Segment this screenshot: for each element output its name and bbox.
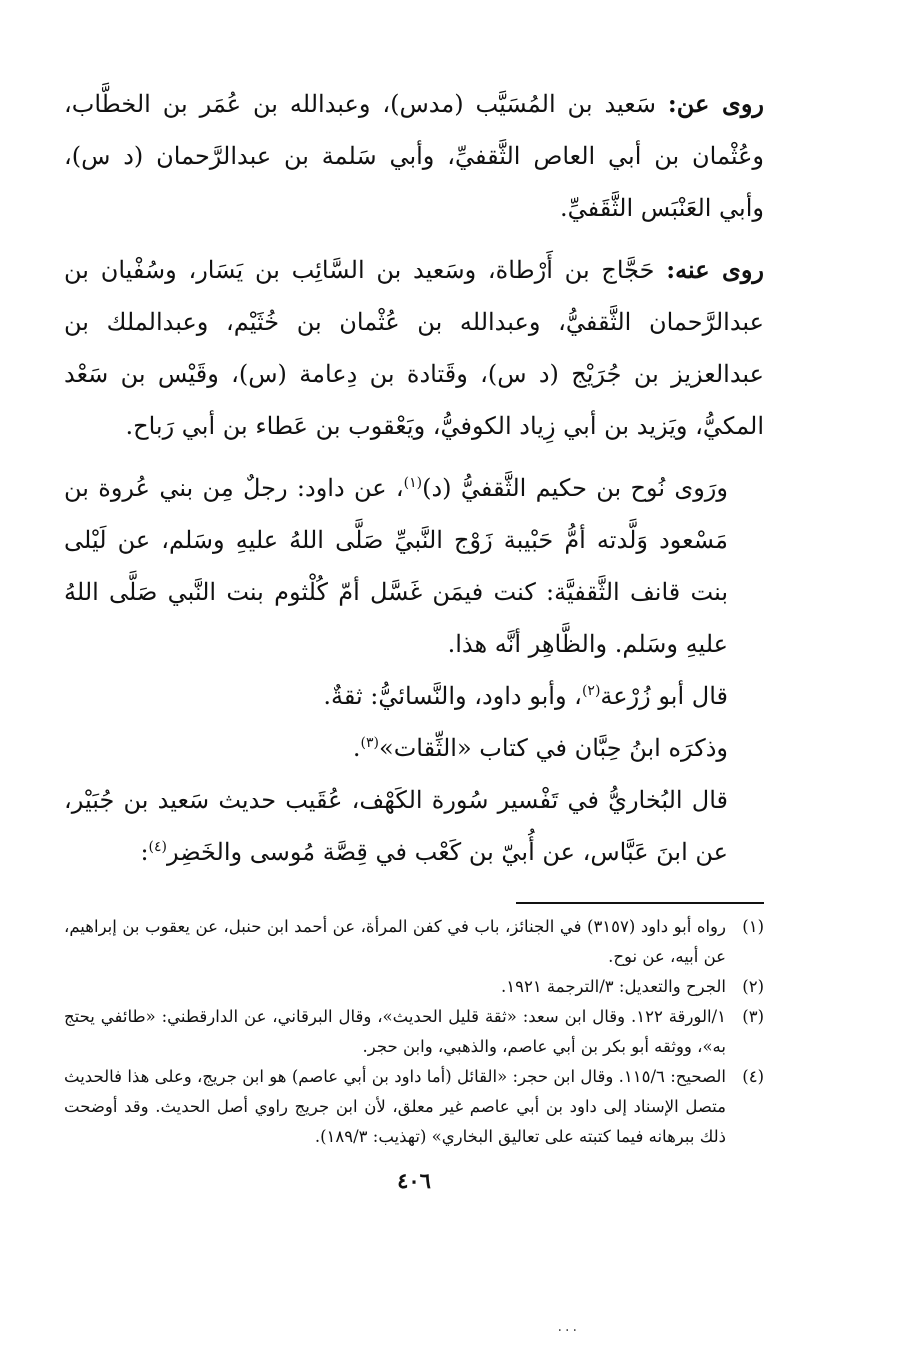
abu-zura-text-a: قال أبو زُرْعة [600, 682, 728, 710]
footnote-text: الجرح والتعديل: ٣/الترجمة ١٩٢١. [500, 977, 726, 996]
page-number: ٤٠٦ [397, 1168, 431, 1193]
nuh-narration-text-b: ، عن داود: رجلٌ مِن بني عُروة بن مَسْعود وَلَّدته أمُّ حَبْيبة زَوْج النَّبيِّ صَلَّى اللهُ عليهِ وسَلم، عن لَيْلى بنت قانف الثَّقفيَّة: كنت فيمَن غَسَّل أمّ كُلْثوم بنت النَّبي صَلَّى اللهُ عليهِ وسَلم. والظَّاهِر أنَّه هذا. [64, 474, 728, 658]
narrated-by-text: حَجَّاج بن أَرْطاة، وسَعيد بن السَّائِب بن يَسَار، وسُفْيان بن عبدالرَّحمان الثَّقفيُّ، وعبدالله بن عُثْمان بن خُثَيْم، وعبدالملك بن عبدالعزيز بن جُرَيْج (د س)، وقَتادة بن دِعامة (س)، وقَيْس بن سَعْد المكيُّ، ويَزيد بن أبي زِياد الكوفيُّ، ويَعْقوب بن عَطاء بن أبي رَباح. [64, 256, 764, 440]
note-ref-2: (٢) [581, 683, 601, 699]
footnote-number: (٣) [742, 1007, 764, 1026]
footnote-number: (٢) [742, 977, 764, 996]
footnote-separator [516, 902, 764, 904]
book-page [64, 78, 764, 1193]
footnote-number: (١) [742, 917, 764, 936]
footnotes [64, 912, 764, 1152]
paragraph-ibn-hibban [64, 722, 764, 774]
paragraph-narrated-by [64, 244, 764, 452]
footnote-4 [64, 1062, 764, 1152]
narrated-from-text: سَعيد بن المُسَيَّب (مدس)، وعبدالله بن عُمَر بن الخطَّاب، وعُثْمان بن أبي العاص الثَّقفيِّ، وأبي سَلمة بن عبدالرَّحمان (د س)، وأبي العَنْبَس الثَّقَفيِّ. [64, 90, 764, 222]
footnote-number: (٤) [742, 1067, 764, 1086]
bukhari-text-a: قال البُخاريُّ في تَفْسير سُورة الكَهْف، عُقَيب حديث سَعيد بن جُبَيْر، عن ابنَ عَبَّاس، عن أُبيّ بن كَعْب في قِصَّة مُوسى والخَضِر [64, 786, 728, 866]
footnote-3 [64, 1002, 764, 1062]
note-ref-3: (٣) [360, 735, 380, 751]
scan-mark: ۰۰۰ [556, 1322, 579, 1338]
paragraph-narrated-from [64, 78, 764, 234]
narrated-from-label: روى عن: [667, 89, 765, 118]
bukhari-text-b: : [140, 838, 149, 866]
abu-zura-text-b: ، وأبو داود، والنَّسائيُّ: ثقةٌ. [323, 682, 582, 710]
ibn-hibban-text-b: . [352, 734, 361, 762]
ibn-hibban-text-a: وذكرَه ابنُ حِبَّان في كتاب «الثِّقات» [379, 734, 728, 762]
main-text [64, 78, 764, 878]
narrated-by-label: روى عنه: [666, 255, 764, 284]
footnote-1 [64, 912, 764, 972]
footnote-text: رواه أبو داود (٣١٥٧) في الجنائز، باب في كفن المرأة، عن أحمد ابن حنبل، عن يعقوب بن إبراهيم، عن أبيه، عن نوح. [64, 917, 726, 966]
paragraph-nuh-narration [64, 462, 764, 670]
paragraph-bukhari [64, 774, 764, 878]
paragraph-abu-zura [64, 670, 764, 722]
footnote-text: ١/الورقة ١٢٢. وقال ابن سعد: «ثقة قليل الحديث»، وقال البرقاني، عن الدارقطني: «طائفي يحتج به»، ووثقه أبو بكر بن أبي عاصم، والذهبي، وابن حجر. [64, 1007, 726, 1056]
note-ref-1: (١) [403, 475, 423, 491]
note-ref-4: (٤) [148, 839, 167, 855]
footnote-text: الصحيح: ١١٥/٦. وقال ابن حجر: «القائل (أما داود بن أبي عاصم) هو ابن جريج، وعلى هذا فالحديث متصل الإسناد إلى داود بن أبي عاصم غير معلق، لأن ابن جريج راوي أصل الحديث. وقد أوضحت ذلك ببرهانه فيما كتبته على تعاليق البخاري» (تهذيب: ١٨٩/٣). [64, 1067, 726, 1146]
nuh-narration-text-a: ورَوى نُوح بن حكيم الثَّقفيُّ (د) [422, 474, 728, 502]
footnote-2 [64, 972, 764, 1002]
